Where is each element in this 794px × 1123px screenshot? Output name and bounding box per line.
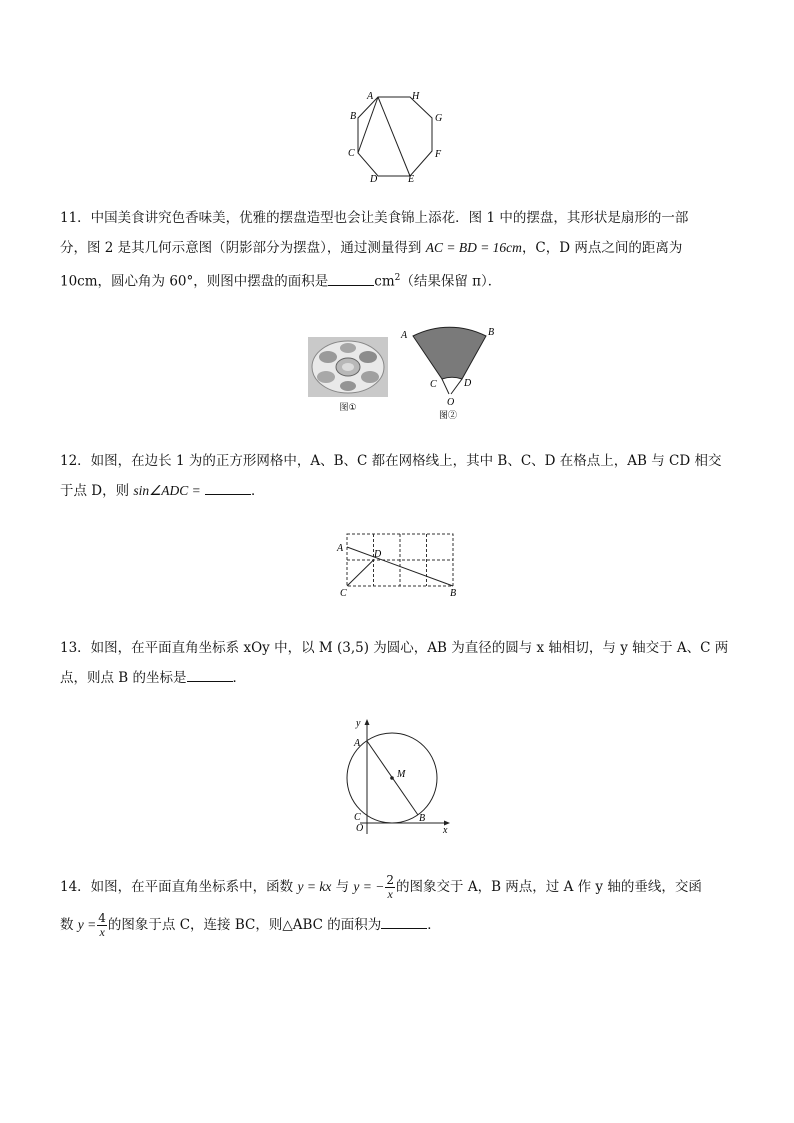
q14-function-1: y = kx [297,879,332,894]
q14-text: 数 [60,917,78,933]
q14-line-2 [60,906,728,944]
label-a: A [354,738,361,749]
answer-blank[interactable] [381,914,427,929]
sector-figure [398,322,500,422]
segment-ae [378,97,410,176]
label-a: A [337,543,344,554]
q11-text: ，C，D 两点之间的距离为 [521,240,683,256]
label-d: D [370,174,378,184]
question-13 [60,633,728,693]
shaded-sector [413,327,486,379]
q14-line-1 [60,868,728,906]
question-14 [60,868,728,944]
q11-equation: AC = BD = 16cm [425,240,522,255]
octagon-figure [340,88,450,184]
label-b: B [350,111,357,122]
q11-line-1: 11．中国美食讲究色香味美，优雅的摆盘造型也会让美食锦上添花．图 1 中的摆盘，其形状是扇形的一部 [60,210,689,226]
label-a: A [367,91,374,102]
label-c: C [430,379,437,390]
figure-2-caption: 图② [439,410,458,420]
center-point-m [390,776,394,780]
octagon-outline [358,97,432,176]
q14-function-2: y = − [353,879,385,894]
radius-oc [442,379,449,394]
q12-text: 于点 D，则 [60,483,134,499]
q13-text: 点，则点 B 的坐标是 [60,670,187,686]
label-b: B [488,327,495,338]
question-11 [60,203,728,297]
y-axis-arrow [365,719,370,725]
label-m: M [397,769,406,780]
q14-function-3: y = [77,917,97,932]
q14-text: 的图象于点 C，连接 BC，则△ABC 的面积为 [107,917,382,933]
label-o: O [447,397,455,408]
q13-line-2 [60,663,728,693]
plate-photo-image [308,337,388,397]
q11-unit-exponent: 2 [394,273,401,283]
label-d: D [464,378,472,389]
label-h: H [412,91,420,102]
label-c: C [348,148,355,159]
label-e: E [408,174,415,184]
fraction-2-over-x [385,874,395,901]
q13-line-1: 13．如图，在平面直角坐标系 xOy 中，以 M (3,5) 为圆心，AB 为直径的圆与 x 轴相切，与 y 轴交于 A、C 两 [60,640,729,656]
segment-ac [358,97,378,153]
label-x: x [443,825,448,836]
q11-line-2 [60,233,728,263]
q14-text: ． [427,917,441,933]
answer-blank[interactable] [187,667,233,682]
label-c: C [340,588,347,599]
grid-figure [335,527,465,599]
fraction-denominator: x [387,887,393,901]
q11-unit: cm [374,273,395,290]
fraction-4-over-x [97,912,107,939]
label-a: A [401,330,408,341]
answer-blank[interactable] [328,271,374,286]
q14-text: 的图象交于 A，B 两点，过 A 作 y 轴的垂线，交函 [396,879,702,895]
q11-line-3 [60,263,728,297]
q14-text: 与 [331,879,354,895]
q11-text: 分，图 2 是其几何示意图（阴影部分为摆盘），通过测量得到 [60,240,426,256]
label-g: G [435,113,443,124]
circle-figure [340,714,455,836]
q12-line-2 [60,476,728,506]
label-d: D [374,549,382,560]
dashed-grid [347,534,453,586]
label-b: B [450,588,457,599]
question-12 [60,446,728,506]
label-b: B [419,813,426,824]
q12-line-1: 12．如图，在边长 1 为的正方形网格中，A、B、C 都在网格线上，其中 B、C、D 在格点上，AB 与 CD 相交 [60,453,722,469]
segment-cd [347,560,374,586]
label-c: C [354,812,361,823]
q12-text: ． [251,483,265,499]
plate-photo [308,337,388,413]
label-y: y [356,718,361,729]
figure-1-caption: 图① [339,403,357,413]
q11-text: 10cm，圆心角为 60°，则图中摆盘的面积是 [60,273,329,290]
answer-blank[interactable] [205,480,251,495]
label-o: O [356,823,364,834]
radius-od [451,379,462,394]
fraction-denominator: x [99,925,105,939]
fraction-numerator: 4 [98,911,106,925]
q14-text: 14．如图，在平面直角坐标系中，函数 [60,879,298,895]
q13-text: ． [232,670,247,686]
q12-expression: sin∠ADC = [133,483,201,498]
label-f: F [435,149,442,160]
fraction-numerator: 2 [386,873,395,887]
q11-text: （结果保留 π）． [400,273,502,290]
